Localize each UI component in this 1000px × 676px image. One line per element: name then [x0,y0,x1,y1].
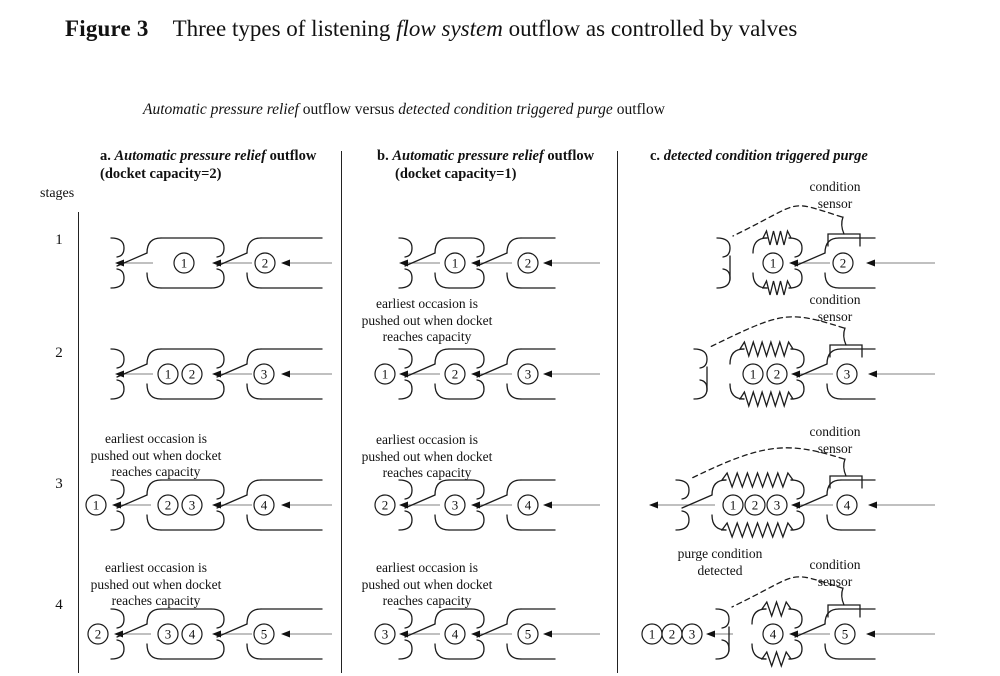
occasion-number: 2 [668,626,676,642]
occasion-number: 2 [94,626,102,642]
condition-sensor-label-c3: condition sensor [809,424,861,456]
flow-arrowhead [212,631,221,638]
column-a-subheading: (docket capacity=2) [100,166,222,182]
flow-arrowhead [868,371,877,378]
figure-title-post: outflow as controlled by valves [502,16,798,41]
condition-sensor-label-c1: condition sensor [809,179,861,211]
pipe-stage-a2 [111,349,332,399]
flow-arrowhead [543,371,552,378]
occasion-number: 2 [381,497,389,513]
flow-arrowhead [543,502,552,509]
occasion-number: 3 [688,626,696,642]
flow-arrowhead [649,502,658,509]
occasion-number: 2 [524,255,532,271]
pipe-stage-c1 [717,206,935,295]
column-c-heading: c. detected condition triggered purge [650,148,868,164]
occasion-number: 4 [524,497,532,513]
occasion-number: 4 [260,497,268,513]
occasion-number: 2 [451,366,459,382]
occasion-number: 3 [381,626,389,642]
purge-condition-label-c4: purge condition detected [677,546,763,578]
pipe-stage-b4 [375,609,600,659]
flow-arrowhead [471,371,480,378]
condition-sensor-label-c4: condition sensor [809,557,861,589]
flow-arrowhead [212,502,221,509]
flow-arrowhead [281,502,290,509]
occasion-number: 5 [260,626,268,642]
flow-arrowhead [399,260,408,267]
column-b-heading: b. Automatic pressure relief outflow [377,148,595,164]
subtitle-post: outflow [612,101,665,118]
condition-sensor-c1 [828,217,860,246]
pipe-stage-c3 [649,448,935,537]
flow-arrowhead [471,631,480,638]
occasion-number: 4 [188,626,196,642]
occasion-number: 3 [843,366,851,382]
flow-arrowhead [399,502,408,509]
flow-arrowhead [471,260,480,267]
pipe-stage-c4 [642,577,935,666]
pipe-stage-a3 [86,480,332,530]
occasion-number: 2 [773,366,781,382]
occasion-number: 1 [749,366,757,382]
occasion-number: 2 [261,255,269,271]
figure-label: Figure 3 [65,16,149,41]
pipe-stage-a4 [88,609,332,659]
condition-sensor-c3 [830,459,862,488]
occasion-number: 2 [751,497,759,513]
occasion-number: 1 [451,255,459,271]
occasion-number: 3 [524,366,532,382]
flow-arrowhead [789,631,798,638]
subtitle-mid: outflow versus [298,101,399,118]
occasion-number: 4 [843,497,851,513]
occasion-number: 1 [729,497,737,513]
flow-arrowhead [112,502,121,509]
column-b-subheading: (docket capacity=1) [395,166,517,182]
stage-number-1: 1 [55,232,63,248]
occasion-number: 1 [180,255,188,271]
capacity-note-b3: earliest occasion is pushed out when docket reaches capacity [361,432,493,480]
occasion-number: 3 [260,366,268,382]
flow-arrowhead [543,631,552,638]
stages-axis-label: stages [40,186,75,201]
flow-arrowhead [789,260,798,267]
flow-arrowhead [543,260,552,267]
capacity-note-b2: earliest occasion is pushed out when docket reaches capacity [361,296,493,344]
pipe-stage-c2 [694,317,935,406]
occasion-number: 2 [839,255,847,271]
occasion-number: 1 [648,626,656,642]
flow-arrowhead [212,260,221,267]
occasion-number: 4 [451,626,459,642]
column-a-heading: a. Automatic pressure relief outflow [100,148,317,164]
occasion-number: 1 [769,255,777,271]
flow-arrowhead [212,371,221,378]
occasion-number: 4 [769,626,777,642]
occasion-number: 5 [524,626,532,642]
stage-number-2: 2 [55,345,63,361]
figure-title-italic: flow system [396,16,503,41]
flow-arrowhead [281,260,290,267]
condition-sensor-c2 [830,328,862,357]
stage-number-3: 3 [55,476,63,492]
occasion-number: 5 [841,626,849,642]
occasion-number: 2 [188,366,196,382]
flow-arrowhead [791,502,800,509]
occasion-number: 2 [164,497,172,513]
flow-arrowhead [399,631,408,638]
occasion-number: 1 [381,366,389,382]
occasion-number: 1 [92,497,100,513]
condition-sensor-c4 [828,588,860,617]
flow-arrowhead [399,371,408,378]
capacity-note-a4: earliest occasion is pushed out when docket reaches capacity [90,560,222,608]
capacity-note-b4: earliest occasion is pushed out when docket reaches capacity [361,560,493,608]
capacity-note-a3: earliest occasion is pushed out when docket reaches capacity [90,431,222,479]
condition-sensor-label-c2: condition sensor [809,292,861,324]
pipe-stage-b1 [399,238,600,288]
flow-arrowhead [791,371,800,378]
pipe-stage-a1 [111,238,332,288]
flow-arrowhead [866,631,875,638]
subtitle-italic-1: Automatic pressure relief [143,101,299,118]
pipe-stage-b2 [375,349,600,399]
stage-number-4: 4 [55,597,63,613]
occasion-number: 3 [188,497,196,513]
occasion-number: 1 [164,366,172,382]
pipe-stage-b3 [375,480,600,530]
flow-arrowhead [281,631,290,638]
figure-title-pre: Three types of listening [172,16,397,41]
subtitle-italic-2: detected condition triggered purge [398,101,613,118]
occasion-number: 3 [451,497,459,513]
flow-arrowhead [866,260,875,267]
flow-arrowhead [868,502,877,509]
flow-arrowhead [471,502,480,509]
flow-arrowhead [706,631,715,638]
occasion-number: 3 [164,626,172,642]
flow-arrowhead [281,371,290,378]
occasion-number: 3 [773,497,781,513]
